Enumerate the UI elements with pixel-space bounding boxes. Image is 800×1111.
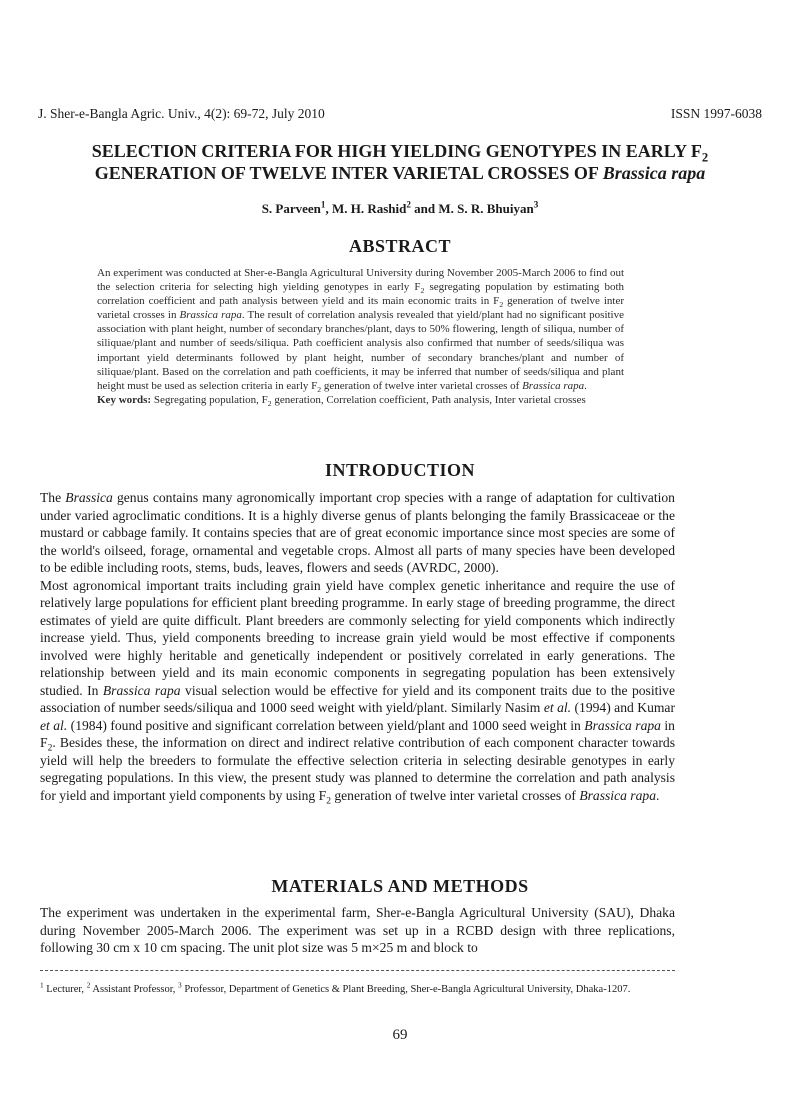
body-text: Most agronomical important traits including grain yield have complex genetic inheritance and require the use of relatively large populations for efficient plant breeding programme. In early stage of breeding programme, the direct estimates of yield are quite difficult. Plant breeders are commonly selecting for yield components which indirectly increase yield. Thus, yield components breeding to increase grain yield would be most effective if components involved were highly heritable and genetically independent or positively correlated in early generations. The relationship between yield and its main economic components in segregating population has been extensively studied. In — [40, 577, 675, 698]
author-2: M. H. Rashid — [331, 201, 407, 216]
abstract-text: An experiment was conducted at Sher-e-Bangla Agricultural University during November 2005-March 2006 to find out the selection criteria for selecting high yielding genotypes in early F — [97, 267, 624, 294]
body-text: visual selection would be effective for yield and its component traits due to the positive association of number seeds/siliqua and 1000 seed weight with yield/plant. Similarly Nasim — [40, 682, 675, 715]
subscript: 2 — [47, 743, 53, 754]
species-name: Brassica rapa — [584, 717, 661, 733]
abstract-body — [97, 266, 624, 407]
author-sep: , — [325, 201, 332, 216]
footnote-text: Assistant Professor, — [90, 984, 179, 995]
author-1: S. Parveen — [261, 201, 321, 216]
species-name: Brassica rapa — [179, 309, 242, 322]
issn: ISSN 1997-6038 — [670, 106, 762, 121]
author-list — [0, 201, 800, 217]
author-3: M. S. R. Bhuiyan — [438, 201, 534, 216]
abstract-text: . — [584, 379, 587, 392]
body-text: genus contains many agronomically important crop species with a range of adaptation for cultivation under varied agroclimatic conditions. It is a highly diverse genus of plants belonging the family Brassicaceae or the mustard or cabbage family. It contains species that are of great economic importance since most species are some of the world's oilseed, forage, ornamental and vegetable crops. Almost all parts of many species have been developed to be edible including roots, stems, buds, leaves, flowers and seeds (AVRDC, 2000). — [40, 490, 675, 575]
introduction-body — [40, 489, 675, 807]
title-species: Brassica rapa — [602, 163, 706, 183]
affiliation-footnote — [40, 980, 675, 996]
title-text-1: SELECTION CRITERIA FOR HIGH YIELDING GENOTYPES IN EARLY F — [91, 141, 702, 161]
methods-heading: MATERIALS AND METHODS — [271, 876, 529, 896]
methods-paragraph-1: The experiment was undertaken in the experimental farm, Sher-e-Bangla Agricultural University (SAU), Dhaka during November 2005-March 2006. The experiment was set up in a RCBD design with three replications, following 30 cm x 10 cm spacing. The unit plot size was 5 m×25 m and block to — [40, 905, 675, 955]
intro-paragraph-2 — [40, 577, 675, 805]
subscript: 2 — [420, 286, 425, 296]
page-number: 69 — [392, 1027, 408, 1043]
et-al: et al. — [40, 717, 68, 733]
abstract-text: segregating population by estimating both correlation coefficient and path analysis between yield and its main economic traits in F — [97, 281, 624, 308]
author-3-affil: 3 — [533, 199, 539, 210]
footnote-marker: 2 — [86, 980, 91, 990]
paper-title — [30, 140, 770, 184]
abstract-text: . The result of correlation analysis revealed that yield/plant had no significant positive association with plant height, number of secondary branches/plant, days to 50% flowering, length of siliqua, number of siliquae/plant and number of seeds/siliqua. Path coefficient analysis also confirmed that number of seeds/siliqua was important yield determinants followed by plant height, number of secondary branches/plant and number of siliquae/plant. Based on the correlation and path coefficients, it may be inferred that number of seeds/siliqua and plant height must be used as selection criteria in early F — [97, 309, 624, 392]
footnote-divider — [40, 970, 675, 971]
intro-paragraph-1 — [40, 489, 675, 577]
et-al: et al. — [543, 700, 572, 715]
body-text: (1994) and Kumar — [571, 700, 675, 715]
keywords — [97, 393, 624, 407]
subscript: 2 — [317, 384, 322, 394]
author-1-affil: 1 — [320, 199, 326, 210]
title-line-2 — [30, 162, 770, 184]
introduction-heading: INTRODUCTION — [324, 460, 476, 480]
subscript: 2 — [326, 796, 331, 807]
keywords-text: generation, Correlation coefficient, Path analysis, Inter varietal crosses — [271, 393, 586, 406]
genus-name: Brassica — [65, 490, 113, 505]
footnote-text: Professor, Department of Genetics & Plant Breeding, Sher-e-Bangla Agricultural University, Dhaka-1207. — [181, 984, 631, 995]
body-text: in F — [40, 717, 675, 750]
running-header — [38, 106, 762, 124]
subscript: 2 — [267, 399, 272, 409]
footnote-marker: 1 — [40, 980, 44, 990]
abstract-paragraph — [97, 266, 624, 393]
species-name: Brassica rapa — [102, 682, 181, 698]
footnote-text: Lecturer, — [43, 984, 87, 995]
abstract-text: generation of twelve inter varietal crosses in — [97, 295, 624, 322]
body-text: . Besides these, the information on direct and indirect relative contribution of each component character towards yield will help the breeders to formulate the effective selection criteria in selecting desirable genotypes in early segregating populations. In this view, the present study was planned to determine the correlation and path analysis for yield and important yield components by using F — [40, 735, 675, 803]
subscript: 2 — [499, 300, 504, 310]
abstract-heading: ABSTRACT — [348, 236, 452, 256]
journal-citation: J. Sher-e-Bangla Agric. Univ., 4(2): 69-72, July 2010 — [38, 106, 325, 121]
author-2-affil: 2 — [406, 199, 411, 210]
abstract-text: generation of twelve inter varietal crosses of — [321, 379, 523, 392]
title-subscript: 2 — [701, 150, 709, 165]
species-name: Brassica rapa — [522, 379, 585, 392]
body-text: The — [40, 490, 66, 505]
author-sep: and — [410, 201, 439, 216]
body-text: generation of twelve inter varietal crosses of — [330, 787, 580, 803]
body-text: . — [656, 787, 660, 803]
keywords-label: Key words: — [97, 393, 152, 406]
species-name: Brassica rapa — [579, 787, 656, 803]
keywords-text: Segregating population, F — [151, 393, 268, 406]
body-text: (1984) found positive and significant correlation between yield/plant and 1000 seed weight in — [67, 717, 585, 733]
title-text-2: GENERATION OF TWELVE INTER VARIETAL CROSSES OF — [94, 163, 603, 183]
methods-body — [40, 904, 675, 957]
title-line-1 — [30, 140, 770, 165]
footnote-marker: 3 — [178, 980, 182, 990]
